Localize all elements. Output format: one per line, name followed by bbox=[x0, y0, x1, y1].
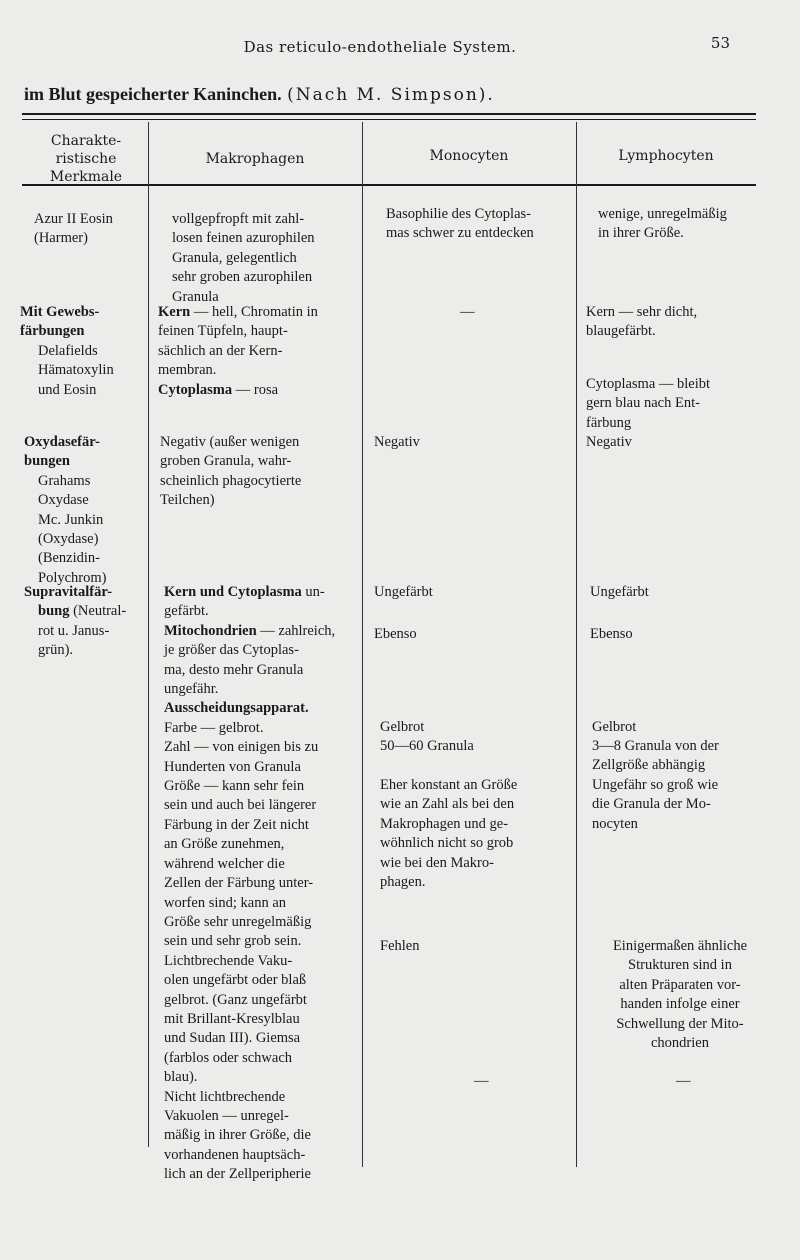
supravital-lympho-farbe: Gelbrot bbox=[592, 719, 637, 735]
supravital-lympho-ebenso: Ebenso bbox=[590, 626, 633, 642]
column-divider bbox=[362, 122, 363, 1167]
page-number: 53 bbox=[710, 34, 730, 52]
row-gewebs-lymphocyten-cyto: Cytoplasma — bleibt gern blau nach Ent- färbung bbox=[586, 376, 711, 431]
row-azur-stain: Azur II Eosin (Harmer) bbox=[34, 211, 113, 247]
row-gewebs-makrophagen bbox=[158, 303, 360, 400]
row-gewebs-stain-method: Delafields Hämatoxylin und Eosin bbox=[38, 342, 114, 398]
table-top-rule bbox=[22, 113, 756, 120]
supravital-mono-ebenso: Ebenso bbox=[374, 626, 417, 642]
supravital-lympho-groesse: Ungefähr so groß wie die Granula der Mo- nocyten bbox=[592, 777, 719, 832]
supravital-mono-farbe: Gelbrot bbox=[380, 719, 425, 735]
column-header-makrophagen: Makrophagen bbox=[205, 151, 305, 167]
row-gewebs-monocyten: — bbox=[460, 304, 475, 320]
running-title: Das reticulo-endotheliale System. bbox=[243, 38, 517, 56]
column-divider bbox=[576, 122, 577, 1167]
column-divider bbox=[148, 122, 149, 1147]
row-gewebs-stain bbox=[20, 303, 146, 400]
supravital-farbe: Farbe — gelbrot. bbox=[164, 719, 264, 736]
supravital-mito-text: — zahlreich, je größer das Cytoplas- ma, desto mehr Granula ungefähr. bbox=[164, 622, 336, 698]
supravital-nicht-lichtbrechend: Nicht lichtbrechende Vakuolen — unregel- mäßig in ihrer Größe, die vorhandenen hauptsäch- lich an der Zellperipherie bbox=[164, 1088, 311, 1183]
column-header-monocyten: Monocyten bbox=[429, 148, 509, 164]
supravital-zahl: Zahl — von einigen bis zu Hunderten von Granula bbox=[164, 739, 319, 775]
row-oxydase-stain bbox=[24, 433, 148, 588]
row-azur-monocyten: Basophilie des Cytoplas- mas schwer zu entdecken bbox=[386, 206, 534, 242]
row-gewebs-lymphocyten-kern: Kern — sehr dicht, blaugefärbt. bbox=[586, 304, 698, 340]
supravital-groesse: Größe — kann sehr fein sein und auch bei längerer Färbung in der Zeit nicht an Größe zunehmen, während welcher die Zellen der Färbung unter- worfen sind; kann an Größe sehr unregelmäßig sein und sehr grob sein. bbox=[164, 778, 317, 950]
caption-source: (Nach M. Simpson). bbox=[287, 85, 495, 105]
row-gewebs-kern-label: Kern bbox=[158, 304, 191, 320]
supravital-mito-label: Mitochondrien bbox=[164, 622, 257, 639]
supravital-lichtbrechend: Lichtbrechende Vaku- olen ungefärbt oder blaß gelbrot. (Ganz ungefärbt mit Brillant-Kresylblau und Sudan III). Giemsa (farblos oder schwach blau). bbox=[164, 952, 307, 1086]
row-gewebs-kern-text: — hell, Chromatin in feinen Tüpfeln, haupt- sächlich an der Kern- membran. bbox=[158, 304, 318, 379]
row-oxydase-stain-method: Grahams Oxydase Mc. Junkin (Oxydase) (Benzidin- Polychrom) bbox=[38, 472, 107, 586]
column-header-lymphocyten: Lymphocyten bbox=[618, 148, 714, 164]
row-supravital-stain-bold: Supravitalfär- bbox=[24, 584, 113, 600]
row-supravital-stain bbox=[24, 583, 148, 661]
row-gewebs-cyto-text: — rosa bbox=[232, 381, 279, 398]
supravital-mono-zahl: 50—60 Granula bbox=[380, 738, 474, 754]
row-oxydase-makrophagen: Negativ (außer wenigen groben Granula, wahr- scheinlich phagocytierte Teilchen) bbox=[160, 434, 302, 509]
supravital-mono-groesse: Eher konstant an Größe wie an Zahl als bei den Makrophagen und ge- wöhnlich nicht so grob wie bei den Makro- phagen. bbox=[380, 777, 518, 891]
supravital-mono-ungefaerbt: Ungefärbt bbox=[374, 584, 433, 600]
column-header-merkmale: Charakte- ristische Merkmale bbox=[49, 133, 123, 185]
row-gewebs-cyto-label: Cytoplasma bbox=[158, 381, 233, 398]
row-supravital-makrophagen bbox=[164, 583, 362, 1185]
row-oxydase-monocyten: Negativ bbox=[374, 434, 420, 450]
supravital-kern-text: un- gefärbt. bbox=[164, 584, 325, 620]
row-supravital-stain-method: (Neutral- rot u. Janus- grün). bbox=[38, 603, 127, 659]
table-caption bbox=[24, 84, 495, 105]
row-oxydase-lymphocyten: Negativ bbox=[586, 434, 632, 450]
row-supravital-stain-bold2: bung bbox=[38, 603, 70, 620]
supravital-lympho-licht: Einigermaßen ähnliche Strukturen sind in alten Präparaten vor- handen infolge einer Schwellung der Mito- chondrien bbox=[612, 938, 748, 1052]
row-oxydase-stain-bold: Oxydasefär- bungen bbox=[24, 434, 100, 470]
supravital-lympho-nicht: — bbox=[676, 1073, 691, 1089]
supravital-ausscheidung-label: Ausscheidungsapparat. bbox=[164, 700, 309, 717]
row-azur-lymphocyten: wenige, unregelmäßig in ihrer Größe. bbox=[598, 206, 727, 242]
supravital-mono-licht: Fehlen bbox=[380, 938, 420, 954]
row-azur-makrophagen: vollgepfropft mit zahl- losen feinen azurophilen Granula, gelegentlich sehr groben azurophilen Granula bbox=[172, 211, 315, 305]
supravital-mono-nicht: — bbox=[474, 1073, 489, 1089]
row-gewebs-stain-bold: Mit Gewebs- färbungen bbox=[20, 304, 100, 340]
supravital-kern-label: Kern und Cytoplasma bbox=[164, 584, 302, 600]
supravital-lympho-zahl: 3—8 Granula von der Zellgröße abhängig bbox=[592, 738, 719, 774]
supravital-lympho-ungefaerbt: Ungefärbt bbox=[590, 584, 649, 600]
caption-bold: im Blut gespeicherter Kaninchen. bbox=[24, 84, 282, 104]
